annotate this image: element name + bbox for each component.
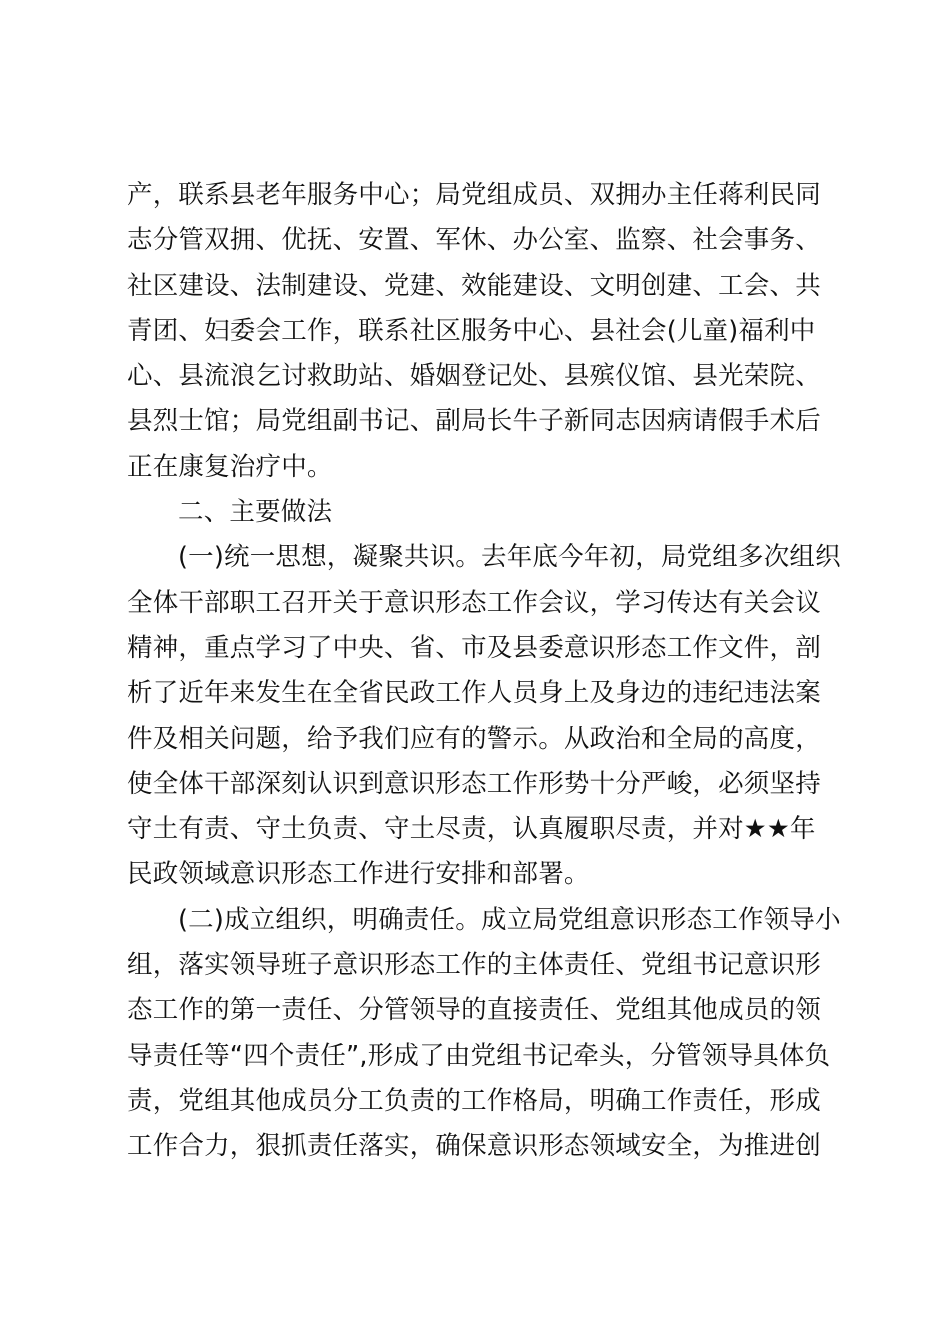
paragraph-first-line: (一)统一思想，凝聚共识。去年底今年初，局党组多次组织 bbox=[178, 542, 841, 573]
text-line: 工作合力，狠抓责任落实，确保意识形态领域安全，为推进创 bbox=[127, 1131, 821, 1162]
section-heading: 二、主要做法 bbox=[178, 497, 333, 528]
text-line: 析了近年来发生在全省民政工作人员身上及身边的违纪违法案 bbox=[127, 678, 821, 709]
text-line: 件及相关问题，给予我们应有的警示。从政治和全局的高度， bbox=[127, 723, 821, 754]
body-text bbox=[127, 173, 841, 1170]
text-line: 心、县流浪乞讨救助站、婚姻登记处、县殡仪馆、县光荣院、 bbox=[127, 361, 821, 392]
text-line: 正在康复治疗中。 bbox=[127, 451, 333, 482]
text-line: 产，联系县老年服务中心；局党组成员、双拥办主任蒋利民同 bbox=[127, 180, 821, 210]
text-line: 态工作的第一责任、分管领导的直接责任、党组其他成员的领 bbox=[127, 995, 821, 1026]
text-line: 精神，重点学习了中央、省、市及县委意识形态工作文件，剖 bbox=[127, 632, 821, 663]
text-line: 青团、妇委会工作，联系社区服务中心、县社会(儿童)福利中 bbox=[127, 315, 816, 346]
text-line: 使全体干部深刻认识到意识形态工作形势十分严峻，必须坚持 bbox=[127, 768, 821, 799]
text-line: 组，落实领导班子意识形态工作的主体责任、党组书记意识形 bbox=[127, 950, 821, 981]
text-line: 守土有责、守土负责、守土尽责，认真履职尽责，并对★★年 bbox=[127, 814, 816, 845]
text-line: 社区建设、法制建设、党建、效能建设、文明创建、工会、共 bbox=[127, 270, 821, 301]
paragraph-first-line: (二)成立组织，明确责任。成立局党组意识形态工作领导小 bbox=[178, 904, 841, 935]
text-line: 责，党组其他成员分工负责的工作格局，明确工作责任，形成 bbox=[127, 1085, 821, 1116]
text-line: 志分管双拥、优抚、安置、军休、办公室、监察、社会事务、 bbox=[127, 225, 821, 256]
text-line: 县烈士馆；局党组副书记、副局长牛子新同志因病请假手术后 bbox=[127, 406, 821, 437]
text-line: 民政领域意识形态工作进行安排和部署。 bbox=[127, 859, 590, 890]
text-line: 导责任等“四个责任”,形成了由党组书记牵头，分管领导具体负 bbox=[127, 1040, 831, 1071]
text-line: 全体干部职工召开关于意识形态工作会议，学习传达有关会议 bbox=[127, 587, 821, 618]
